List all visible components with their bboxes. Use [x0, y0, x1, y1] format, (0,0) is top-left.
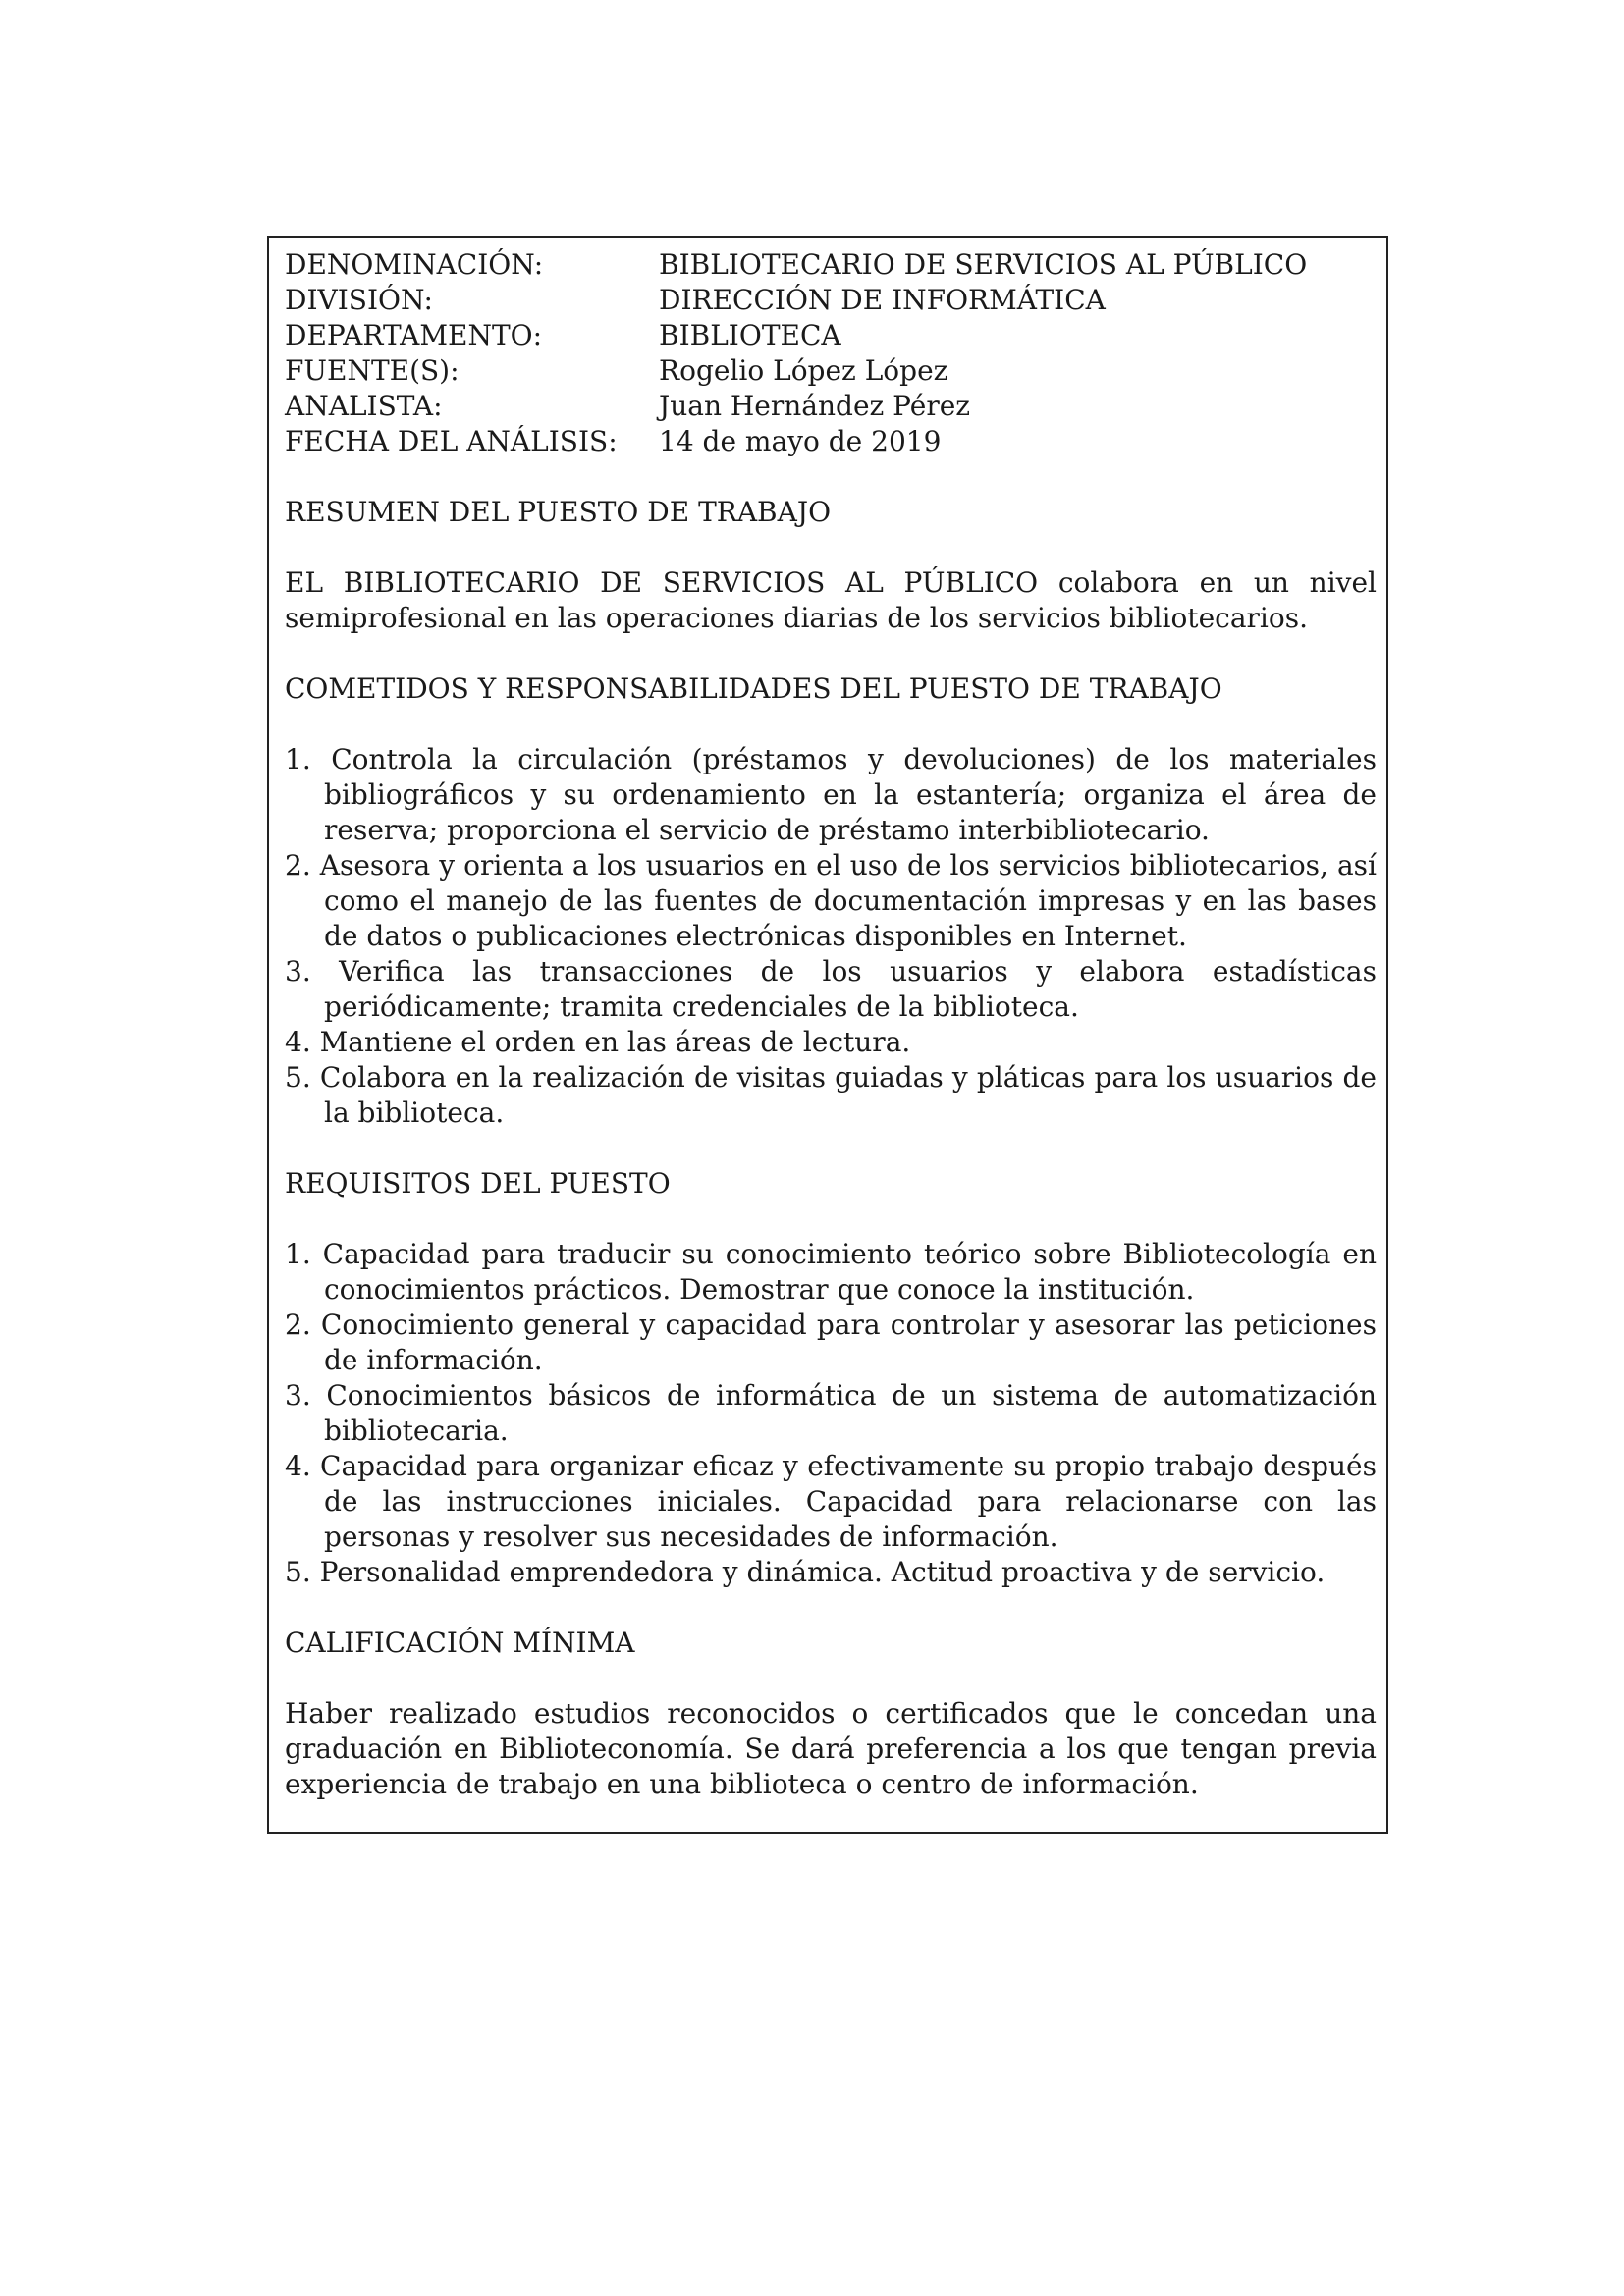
resumen-heading: RESUMEN DEL PUESTO DE TRABAJO	[285, 496, 832, 528]
header-row-denominacion	[285, 247, 1377, 283]
header-label: DEPARTAMENTO:	[285, 319, 543, 351]
header-value: Rogelio López López	[659, 354, 948, 387]
list-item: 4. Mantiene el orden en las áreas de lectura.	[285, 1026, 911, 1058]
header-value: 14 de mayo de 2019	[659, 425, 942, 457]
header-value: BIBLIOTECA	[659, 319, 841, 351]
header-label: DIVISIÓN:	[285, 284, 433, 316]
header-label: FECHA DEL ANÁLISIS:	[285, 425, 618, 457]
list-item: 1. Controla la circulación (préstamos y devoluciones) de los materiales bibliográficos y su ordenamiento en la estantería; organiza el área de reserva; proporciona el servicio de préstamo interbibliotecario.	[285, 743, 1377, 846]
header-row-fuentes	[285, 353, 1377, 389]
header-value: Juan Hernández Pérez	[659, 390, 971, 422]
header-label: DENOMINACIÓN:	[285, 248, 544, 281]
requisitos-list	[285, 1237, 1377, 1590]
cometidos-list	[285, 742, 1377, 1131]
list-item: 3. Verifica las transacciones de los usuarios y elabora estadísticas periódicamente; tramita credenciales de la biblioteca.	[285, 955, 1377, 1023]
list-item: 4. Capacidad para organizar eficaz y efectivamente su propio trabajo después de las instrucciones iniciales. Capacidad para relacionarse con las personas y resolver sus necesidades de información.	[285, 1450, 1377, 1553]
resumen-paragraph: EL BIBLIOTECARIO DE SERVICIOS AL PÚBLICO colabora en un nivel semiprofesional en las operaciones diarias de los servicios bibliotecarios.	[285, 566, 1377, 634]
header-value: DIRECCIÓN DE INFORMÁTICA	[659, 284, 1106, 316]
calificacion-paragraph: Haber realizado estudios reconocidos o certificados que le concedan una graduación en Biblioteconomía. Se dará preferencia a los que tengan previa experiencia de trabajo en una biblioteca o centro de información.	[285, 1697, 1377, 1800]
list-item: 2. Asesora y orienta a los usuarios en el uso de los servicios bibliotecarios, así como el manejo de las fuentes de documentación impresas y en las bases de datos o publicaciones electrónicas disponibles en Internet.	[285, 849, 1377, 952]
header-row-analista	[285, 389, 1377, 424]
calificacion-heading: CALIFICACIÓN MÍNIMA	[285, 1627, 635, 1659]
cometidos-heading: COMETIDOS Y RESPONSABILIDADES DEL PUESTO DE TRABAJO	[285, 672, 1222, 705]
header-row-division	[285, 283, 1377, 318]
job-description-box	[267, 236, 1388, 1834]
list-item: 1. Capacidad para traducir su conocimiento teórico sobre Bibliotecología en conocimientos prácticos. Demostrar que conoce la institución.	[285, 1238, 1377, 1306]
header-row-departamento	[285, 318, 1377, 353]
list-item: 3. Conocimientos básicos de informática de un sistema de automatización bibliotecaria.	[285, 1379, 1377, 1447]
list-item: 2. Conocimiento general y capacidad para controlar y asesorar las peticiones de información.	[285, 1308, 1377, 1376]
header-value: BIBLIOTECARIO DE SERVICIOS AL PÚBLICO	[659, 248, 1308, 281]
header-label: FUENTE(S):	[285, 354, 460, 387]
header-block	[285, 247, 1377, 459]
list-item: 5. Personalidad emprendedora y dinámica. Actitud proactiva y de servicio.	[285, 1556, 1326, 1588]
job-description-content	[285, 247, 1377, 1802]
header-row-fecha	[285, 424, 1377, 459]
header-label: ANALISTA:	[285, 390, 443, 422]
list-item: 5. Colabora en la realización de visitas guiadas y pláticas para los usuarios de la biblioteca.	[285, 1061, 1377, 1129]
requisitos-heading: REQUISITOS DEL PUESTO	[285, 1167, 671, 1200]
